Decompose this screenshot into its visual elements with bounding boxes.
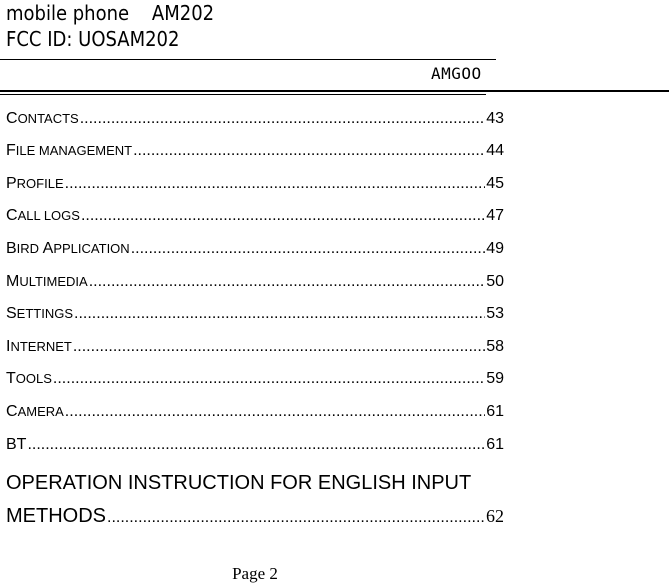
toc-entry-title: INTERNET [6,337,72,355]
toc-entry-camera[interactable] [6,394,504,427]
toc-leader-dots [53,370,485,388]
document-header-fcc-id: FCC ID: UOSAM202 [6,27,180,51]
toc-leader-dots [65,403,485,421]
toc-entry-call-logs[interactable] [6,199,504,232]
toc-entry-title: PROFILE [6,174,64,192]
header-bottom-inner-rule [0,94,486,95]
toc-leader-dots [133,142,485,160]
toc-entry-title: CALL LOGS [6,207,80,225]
toc-leader-dots [107,509,485,527]
toc-entry-title: FILE MANAGEMENT [6,142,133,160]
toc-page-number: 45 [486,174,504,192]
toc-page-number: 58 [486,337,504,355]
toc-page-number: 61 [486,402,504,420]
toc-section-entry-operation-instruction[interactable] [6,505,504,528]
toc-page-number: 43 [486,109,504,127]
toc-entry-bird-application[interactable] [6,231,504,264]
toc-leader-dots [73,338,485,356]
header-rule [0,59,496,60]
toc-leader-dots [89,273,485,291]
page-footer-number: Page 2 [232,564,278,583]
toc-entry-internet[interactable] [6,329,504,362]
toc-entry-title: SETTINGS [6,305,74,323]
toc-leader-dots [27,436,485,454]
toc-page-number: 44 [486,142,504,160]
table-of-contents [6,101,504,460]
brand-name: AMGOO [431,64,482,83]
toc-entry-multimedia[interactable] [6,264,504,297]
toc-entry-title: CAMERA [6,402,64,420]
toc-entry-title: BIRD APPLICATION [6,239,130,257]
toc-section-title-line1[interactable]: OPERATION INSTRUCTION FOR ENGLISH INPUT [6,472,472,494]
toc-entry-profile[interactable] [6,166,504,199]
toc-page-number: 53 [486,305,504,323]
toc-page-number: 61 [486,435,504,453]
toc-leader-dots [81,207,485,225]
toc-leader-dots [80,110,485,128]
toc-entry-file-management[interactable] [6,134,504,167]
toc-entry-title: TOOLS [6,370,52,388]
toc-page-number: 50 [486,272,504,290]
toc-entry-title: MULTIMEDIA [6,272,88,290]
document-header-model: mobile phone AM202 [6,1,215,25]
toc-entry-settings[interactable] [6,297,504,330]
toc-leader-dots [74,305,485,323]
toc-entry-contacts[interactable] [6,101,504,134]
toc-page-number: 49 [486,239,504,257]
toc-entry-title: BT [6,435,27,453]
toc-leader-dots [131,240,486,258]
toc-entry-bt[interactable] [6,427,504,460]
toc-section-title-line2: METHODS [6,505,106,527]
header-bottom-rule [0,90,669,92]
toc-page-number: 62 [486,506,504,526]
toc-page-number: 59 [486,370,504,388]
toc-entry-title: CONTACTS [6,109,79,127]
toc-page-number: 47 [486,207,504,225]
toc-entry-tools[interactable] [6,362,504,395]
toc-leader-dots [65,175,486,193]
